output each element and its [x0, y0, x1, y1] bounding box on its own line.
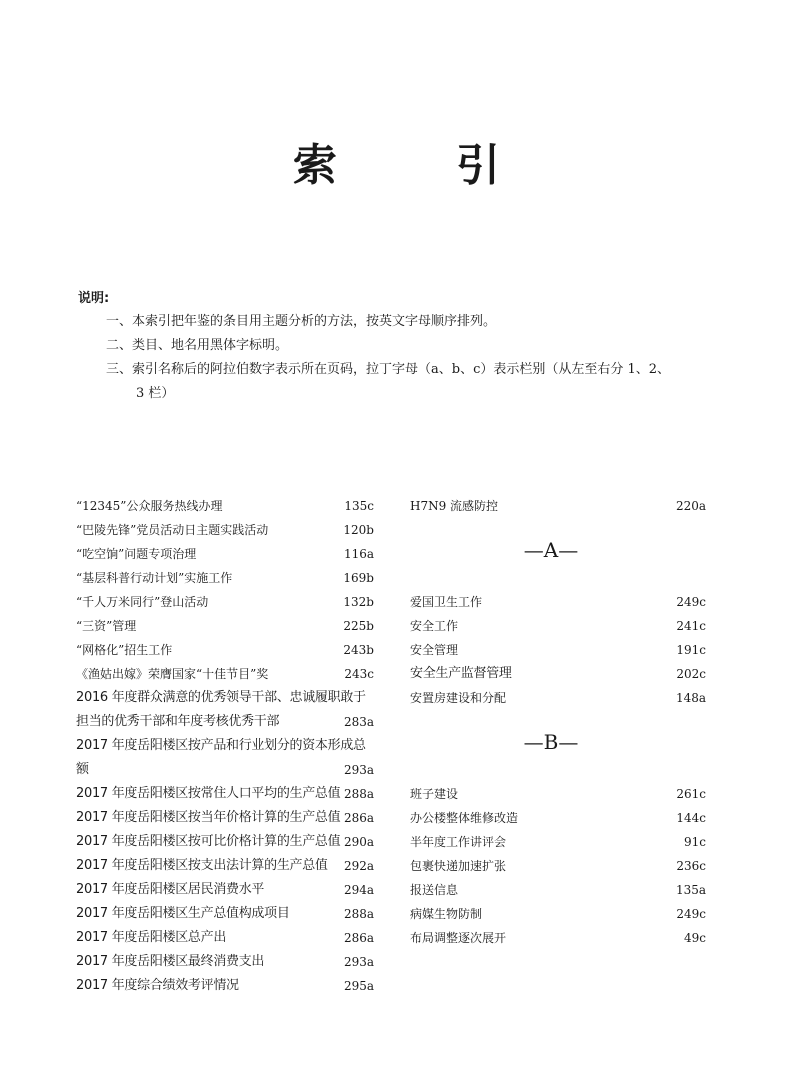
index-page: 202c — [676, 667, 706, 681]
index-page: 293a — [343, 763, 374, 777]
index-entry[interactable] — [410, 638, 706, 662]
index-entry[interactable] — [76, 974, 374, 998]
index-term: H7N9 流感防控 — [410, 499, 499, 513]
index-right-column — [410, 494, 706, 950]
index-entry[interactable] — [410, 782, 706, 806]
index-term: 班子建设 — [410, 787, 459, 801]
index-page: 49c — [684, 931, 706, 945]
index-entry[interactable] — [76, 542, 374, 566]
index-entry[interactable] — [410, 854, 706, 878]
index-page: 220a — [675, 499, 706, 513]
index-page: 288a — [343, 787, 374, 801]
index-term: 2017 年度岳阳楼区按可比价格计算的生产总值 — [76, 834, 341, 849]
note-item: 一、本索引把年鉴的条目用主题分析的方法，按英文字母顺序排列。 — [106, 314, 497, 329]
index-page: 261c — [676, 787, 706, 801]
page-title: 索 引 — [292, 140, 553, 191]
index-page: 286a — [343, 931, 374, 945]
index-page: 91c — [684, 835, 706, 849]
index-page: 148a — [675, 691, 706, 705]
index-term: 安全生产监督管理 — [410, 666, 512, 681]
index-term: “巴陵先锋”党员活动日主题实践活动 — [76, 523, 269, 537]
index-entry[interactable] — [410, 806, 706, 830]
index-entry[interactable] — [76, 830, 374, 854]
index-term: “吃空饷”问题专项治理 — [76, 547, 197, 561]
index-term: 半年度工作讲评会 — [410, 835, 507, 849]
index-entry[interactable] — [76, 902, 374, 926]
index-entry[interactable] — [76, 782, 374, 806]
index-page: 292a — [343, 859, 374, 873]
index-term: 2017 年度岳阳楼区最终消费支出 — [76, 954, 265, 969]
index-term: 2017 年度岳阳楼区生产总值构成项目 — [76, 906, 290, 921]
index-page: 243c — [344, 667, 374, 681]
index-entry[interactable] — [410, 662, 706, 686]
index-entry[interactable] — [410, 686, 706, 710]
index-entry[interactable] — [76, 926, 374, 950]
index-page: 286a — [343, 811, 374, 825]
index-entry[interactable] — [76, 494, 374, 518]
index-entry[interactable] — [410, 926, 706, 950]
index-term: 安全管理 — [410, 643, 459, 657]
index-term: “12345”公众服务热线办理 — [76, 499, 223, 513]
index-page: 290a — [343, 835, 374, 849]
index-term: “基层科普行动计划”实施工作 — [76, 571, 233, 585]
index-entry[interactable] — [410, 878, 706, 902]
index-entry[interactable] — [76, 734, 374, 782]
index-term: 2017 年度岳阳楼区按当年价格计算的生产总值 — [76, 810, 341, 825]
index-page: 249c — [676, 907, 706, 921]
index-term: 病媒生物防制 — [410, 907, 483, 921]
index-term: 2017 年度岳阳楼区总产出 — [76, 930, 227, 945]
index-page: 144c — [676, 811, 706, 825]
index-entry[interactable] — [410, 902, 706, 926]
index-entry[interactable] — [76, 686, 374, 734]
index-entry[interactable] — [410, 614, 706, 638]
index-entry[interactable] — [76, 614, 374, 638]
index-term: 2017 年度岳阳楼区按产品和行业划分的资本形成总额 — [76, 738, 366, 777]
index-term: 包裹快递加速扩张 — [410, 859, 507, 873]
index-page: 293a — [343, 955, 374, 969]
index-entry[interactable] — [410, 830, 706, 854]
index-term: 2017 年度岳阳楼区按常住人口平均的生产总值 — [76, 786, 341, 801]
index-term: 布局调整逐次展开 — [410, 931, 507, 945]
index-term: 报送信息 — [410, 883, 459, 897]
note-item: 二、类目、地名用黑体字标明。 — [106, 338, 289, 353]
index-entry[interactable] — [76, 806, 374, 830]
index-page: 288a — [343, 907, 374, 921]
index-page: 295a — [343, 979, 374, 993]
note-item: 3 栏） — [136, 386, 175, 401]
index-page: 283a — [343, 715, 374, 729]
index-page: 116a — [343, 547, 374, 561]
index-entry[interactable] — [76, 590, 374, 614]
index-entry[interactable] — [76, 878, 374, 902]
index-entry[interactable] — [76, 662, 374, 686]
index-entry[interactable] — [76, 950, 374, 974]
section-letter-a: —A— — [523, 538, 579, 562]
index-page: 169b — [343, 571, 374, 585]
index-page: 241c — [676, 619, 706, 633]
index-term: “网格化”招生工作 — [76, 643, 173, 657]
index-term: 2017 年度岳阳楼区居民消费水平 — [76, 882, 265, 897]
notes-heading: 说明: — [78, 291, 110, 306]
index-page: 225b — [343, 619, 374, 633]
index-entry[interactable] — [76, 854, 374, 878]
index-page: 132b — [343, 595, 374, 609]
index-term: 2017 年度综合绩效考评情况 — [76, 978, 239, 993]
index-term: 2017 年度岳阳楼区按支出法计算的生产总值 — [76, 858, 328, 873]
note-item: 三、索引名称后的阿拉伯数字表示所在页码，拉丁字母（a、b、c）表示栏别（从左至右分 1、2、 — [106, 362, 671, 377]
index-term: 办公楼整体维修改造 — [410, 811, 519, 825]
section-letter-b: —B— — [523, 730, 579, 754]
index-entry[interactable] — [76, 638, 374, 662]
index-term: 安全工作 — [410, 619, 459, 633]
index-entry[interactable] — [410, 494, 706, 518]
index-term: 2016 年度群众满意的优秀领导干部、忠诚履职敢于担当的优秀干部和年度考核优秀干部 — [76, 690, 366, 729]
index-left-column — [76, 494, 374, 998]
index-entry[interactable] — [76, 518, 374, 542]
index-entry[interactable] — [410, 590, 706, 614]
index-page: 135a — [675, 883, 706, 897]
index-term: 安置房建设和分配 — [410, 691, 507, 705]
index-page: 120b — [343, 523, 374, 537]
index-page: 243b — [343, 643, 374, 657]
index-term: “三资”管理 — [76, 619, 137, 633]
index-term: 爱国卫生工作 — [410, 595, 483, 609]
index-term: 《渔姑出嫁》荣膺国家“十佳节目”奖 — [76, 667, 269, 681]
index-page: 249c — [676, 595, 706, 609]
index-page: 191c — [676, 643, 706, 657]
index-page: 294a — [343, 883, 374, 897]
index-term: “千人万米同行”登山活动 — [76, 595, 209, 609]
index-page: 236c — [676, 859, 706, 873]
index-page: 135c — [344, 499, 374, 513]
index-entry[interactable] — [76, 566, 374, 590]
